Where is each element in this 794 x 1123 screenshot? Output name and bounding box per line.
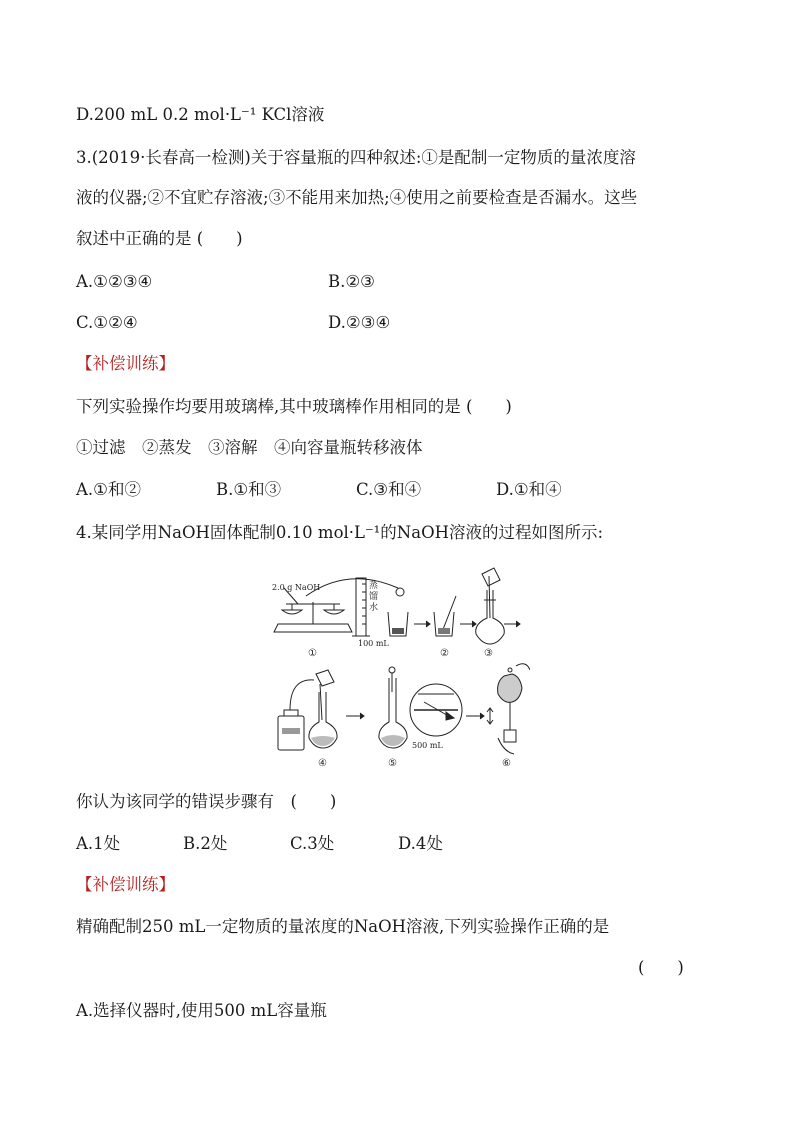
supplement-2-answer-blank: ( ) [638,958,684,977]
supplement-tag-2: 【补偿训练】 [76,875,175,894]
sub-option-b: B.①和③ [216,480,282,499]
water-label-char-3: 水 [369,603,379,613]
step-label-2: ② [440,648,449,659]
q4-option-a: A.1处 [76,834,121,853]
step-label-6: ⑥ [502,758,511,769]
q3-option-b: B.②③ [328,272,375,291]
q3-option-d: D.②③④ [328,313,391,332]
question-3-line-1: 3.(2019·长春高一检测)关于容量瓶的四种叙述:①是配制一定物质的量浓度溶 [76,148,636,167]
question-4-line-1: 4.某同学用NaOH固体配制0.10 mol·L⁻¹的NaOH溶液的过程如图所示: [76,523,604,542]
sub-option-a: A.①和② [76,480,141,499]
step-label-5: ⑤ [388,758,397,769]
question-3-line-2: 液的仪器;②不宜贮存溶液;③不能用来加热;④使用之前要检查是否漏水。这些 [76,188,638,207]
step-2-dissolving-illustration [434,596,456,636]
water-label-char-1: 蒸 [369,581,379,591]
supplement-tag-1: 【补偿训练】 [76,354,175,373]
solution-preparation-figure [268,566,530,774]
step-6-shaking-illustration [487,664,530,754]
water-label-char-2: 馏 [369,592,379,602]
supplement-1-question: 下列实验操作均要用玻璃棒,其中玻璃棒作用相同的是 ( ) [76,397,512,416]
step-label-4: ④ [318,758,327,769]
q4-option-d: D.4处 [398,834,443,853]
q3-option-a: A.①②③④ [76,272,153,291]
option-d-prev-question: D.200 mL 0.2 mol·L⁻¹ KCl溶液 [76,105,325,124]
graduated-cylinder-illustration [352,578,370,636]
question-3-line-3: 叙述中正确的是 ( ) [76,229,243,248]
supplement-1-items: ①过滤 ②蒸发 ③溶解 ④向容量瓶转移液体 [76,438,423,457]
question-4-prompt: 你认为该同学的错误步骤有 ( ) [76,792,337,811]
supplement-2-question: 精确配制250 mL一定物质的量浓度的NaOH溶液,下列实验操作正确的是 [76,917,610,936]
step-3-transfer-illustration [476,568,505,644]
naoh-mass-label: 2.0 g NaOH [272,583,321,592]
q4-option-c: C.3处 [290,834,335,853]
flask-volume-label: 500 mL [412,741,443,750]
step-label-1: ① [308,648,317,659]
step-4-rinse-illustration [278,670,337,750]
step-5-dilution-illustration [379,667,462,748]
q4-option-b: B.2处 [183,834,228,853]
q3-option-c: C.①②④ [76,313,138,332]
supplement-2-option-a: A.选择仪器时,使用500 mL容量瓶 [76,1001,327,1020]
step-label-3: ③ [484,648,493,659]
cylinder-volume-label: 100 mL [358,639,389,648]
beaker-illustration [388,612,408,636]
sub-option-c: C.③和④ [356,480,422,499]
sub-option-d: D.①和④ [496,480,562,499]
